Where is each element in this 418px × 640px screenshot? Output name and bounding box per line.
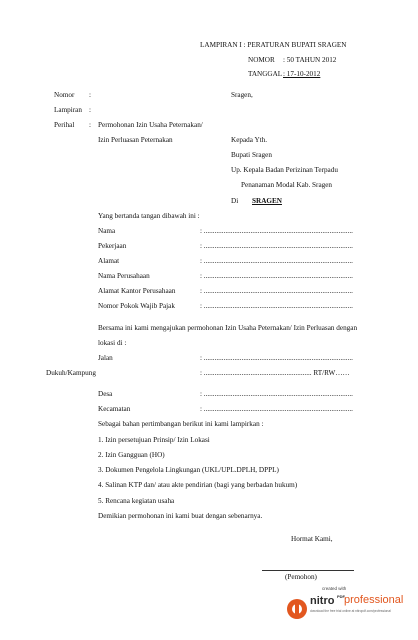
closing-statement: Demikian permohonan ini kami buat dengan sebenarnya.	[98, 512, 263, 520]
created-with-text: created with	[322, 586, 347, 591]
desa-label: Desa	[98, 390, 113, 398]
signature-line	[262, 570, 354, 571]
tanggal-header-value: : 17-10-2012	[283, 70, 321, 78]
dukuh-label: Dukuh/Kampung	[46, 369, 96, 377]
lampiran-label: Lampiran	[54, 106, 82, 114]
nomor-colon: :	[89, 91, 91, 99]
nitro-logo-icon	[286, 587, 406, 627]
attachment-item: 5. Rencana kegiatan usaha	[98, 497, 175, 505]
jalan-label: Jalan	[98, 354, 113, 362]
field-value: : ...................................................................................	[200, 287, 353, 295]
city-date: Sragen,	[231, 91, 253, 99]
field-label: Pekerjaan	[98, 242, 127, 250]
intro-text: Yang bertanda tangan dibawah ini :	[98, 212, 200, 220]
field-value: : ...................................................................................	[200, 242, 353, 250]
tagline-text: download the free trial online at nitropdf.com/professional	[310, 609, 391, 613]
dukuh-value: : ............................................................ RT/RW……	[200, 369, 350, 377]
field-label: Alamat Kantor Perusahaan	[98, 287, 176, 295]
nomor-header-label: NOMOR	[248, 56, 275, 64]
recipient-line-1: Bupati Sragen	[231, 151, 272, 159]
jalan-value: : ...................................................................................	[200, 354, 353, 362]
attachments-intro: Sebagai bahan pertimbangan berikut ini kami lampirkan :	[98, 420, 264, 428]
lampiran-colon: :	[89, 106, 91, 114]
lampiran-header: LAMPIRAN I : PERATURAN BUPATI SRAGEN	[200, 41, 347, 49]
kecamatan-label: Kecamatan	[98, 405, 131, 413]
attachment-item: 4. Salinan KTP dan/ atau akte pendirian (bagi yang berbadan hukum)	[98, 481, 298, 489]
attachment-item: 3. Dokumen Pengelola Lingkungan (UKL/UPL.DPLH, DPPL)	[98, 466, 279, 474]
tanggal-header-label: TANGGAL	[248, 70, 283, 78]
nomor-label: Nomor	[54, 91, 75, 99]
field-label: Alamat	[98, 257, 120, 265]
nitro-watermark	[286, 587, 406, 627]
attachment-item: 2. Izin Gangguan (HO)	[98, 451, 165, 459]
professional-text: professional	[344, 594, 404, 606]
recipient-line-2: Up. Kepala Badan Perizinan Terpadu	[231, 166, 338, 174]
field-value: : ...................................................................................	[200, 227, 353, 235]
recipient-di: Di	[231, 197, 239, 205]
field-label: Nama	[98, 227, 116, 235]
recipient-line-3: Penanaman Modal Kab. Sragen	[241, 181, 333, 189]
field-value: : ...................................................................................	[200, 257, 353, 265]
pdf-superscript: PDF	[337, 594, 345, 599]
perihal-label: Perihal	[54, 121, 75, 129]
perihal-line-1: Permohonan Izin Usaha Peternakan/	[98, 121, 203, 129]
pemohon-label: (Pemohon)	[285, 573, 317, 581]
nomor-header-value: : 50 TAHUN 2012	[283, 56, 337, 64]
kecamatan-value: : ...................................................................................	[200, 405, 353, 413]
recipient-place: SRAGEN	[252, 197, 282, 205]
field-label: Nama Perusahaan	[98, 272, 150, 280]
location-para-line-1: Bersama ini kami mengajukan permohonan Izin Usaha Peternakan/ Izin Perluasan dengan	[98, 324, 358, 332]
field-label: Nomor Pokok Wajib Pajak	[98, 302, 175, 310]
hormat-kami: Hormat Kami,	[291, 535, 333, 543]
field-value: : ...................................................................................	[200, 272, 353, 280]
perihal-line-2: Izin Perluasan Peternakan	[98, 136, 173, 144]
field-value: : ...................................................................................	[200, 302, 353, 310]
kepada-yth: Kepada Yth.	[231, 136, 268, 144]
nitro-brand: nitro	[310, 595, 335, 607]
location-para-line-2: lokasi di :	[98, 339, 127, 347]
perihal-colon: :	[89, 121, 91, 129]
desa-value: : ...................................................................................	[200, 390, 353, 398]
attachment-item: 1. Izin persetujuan Prinsip/ Izin Lokasi	[98, 436, 210, 444]
